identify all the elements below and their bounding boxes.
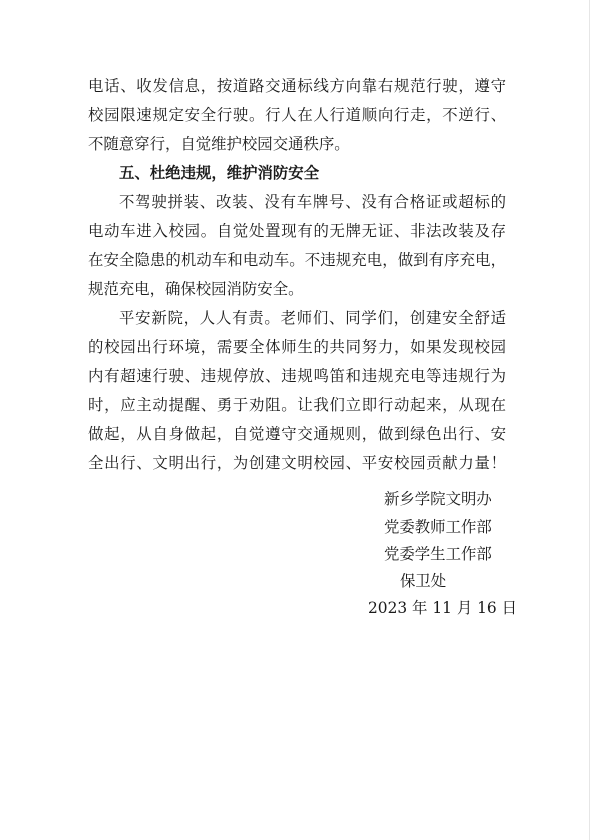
signature-org: 新乡学院文明办 <box>384 490 492 508</box>
signature-org: 保卫处 <box>400 572 447 590</box>
text-line: 不随意穿行，自觉维护校园交通秩序。 <box>88 135 350 153</box>
text-line: 内有超速行驶、违规停放、违规鸣笛和违规充电等违规行为 <box>88 367 506 385</box>
signature-date: 2023 年 11 月 16 日 <box>368 599 517 617</box>
signature-org: 党委教师工作部 <box>384 518 492 536</box>
document-body <box>88 72 506 478</box>
text-line: 的校园出行环境，需要全体师生的共同努力，如果发现校园 <box>88 338 506 356</box>
text-line: 在安全隐患的机动车和电动车。不违规充电，做到有序充电， <box>88 251 506 269</box>
text-line: 全出行、文明出行，为创建文明校园、平安校园贡献力量！ <box>88 454 506 472</box>
text-line: 电动车进入校园。自觉处置现有的无牌无证、非法改装及存 <box>88 222 506 240</box>
text-line: 做起，从自身做起，自觉遵守交通规则，做到绿色出行、安 <box>88 425 506 443</box>
section-heading: 五、杜绝违规，维护消防安全 <box>119 164 320 182</box>
signature-org: 党委学生工作部 <box>384 545 492 563</box>
text-line: 时，应主动提醒、勇于劝阻。让我们立即行动起来，从现在 <box>88 396 506 414</box>
text-line: 电话、收发信息，按道路交通标线方向靠右规范行驶，遵守 <box>88 77 506 95</box>
text-line: 平安新院，人人有责。老师们、同学们，创建安全舒适 <box>119 309 506 327</box>
text-line: 规范充电，确保校园消防安全。 <box>88 280 304 298</box>
text-line: 校园限速规定安全行驶。行人在人行道顺向行走，不逆行、 <box>88 106 506 124</box>
text-line: 不驾驶拼装、改装、没有车牌号、没有合格证或超标的 <box>119 193 506 211</box>
